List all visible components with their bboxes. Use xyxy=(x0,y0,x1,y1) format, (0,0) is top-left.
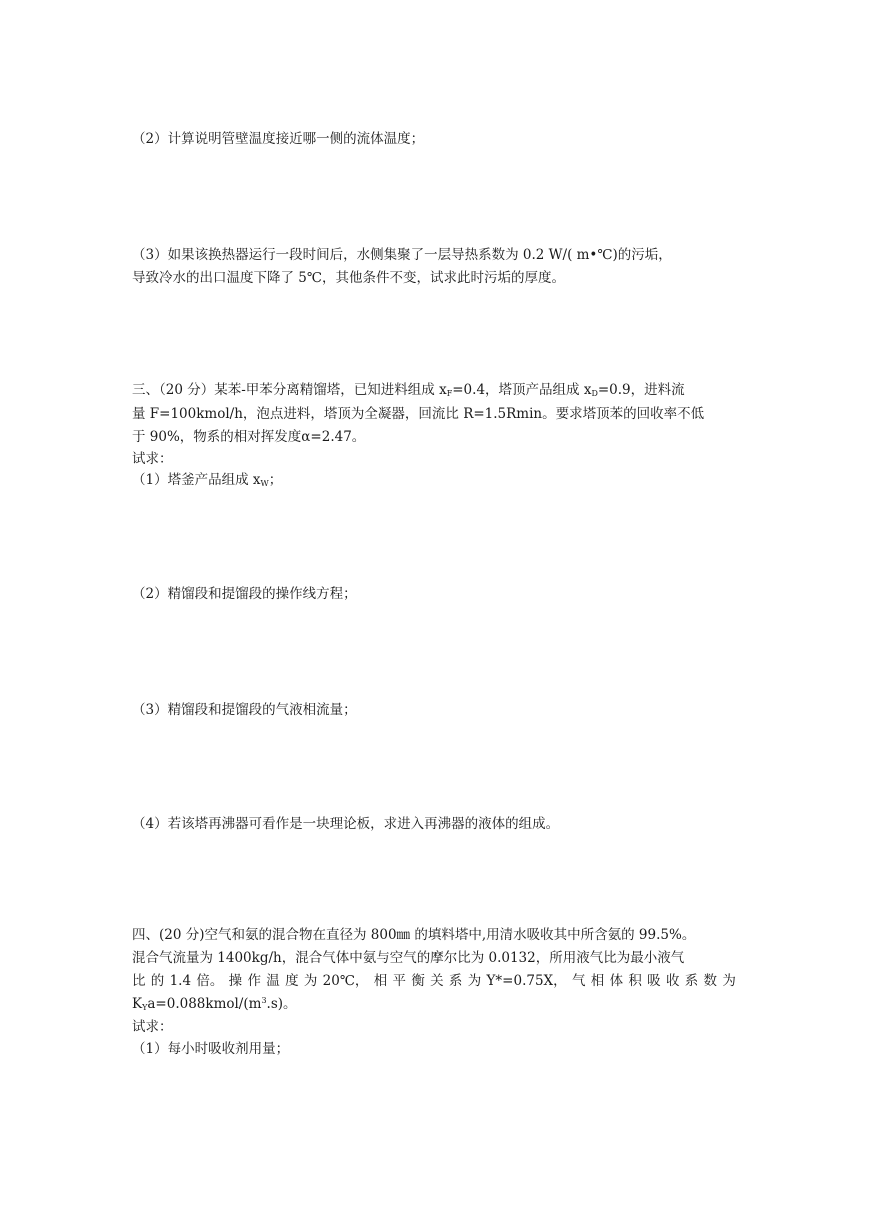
q4-line3-word: 关 xyxy=(430,973,444,989)
q2-sub2: （2）计算说明管壁温度接近哪一侧的流体温度； xyxy=(132,131,425,147)
q4-line3-word: 温 xyxy=(266,973,280,989)
q4-line4: $K_Ya=0.088kmol/(m^3.s)$。 xyxy=(132,996,297,1012)
q4-line3-word: 积 xyxy=(628,973,642,989)
q4-sub1: （1）每小时吸收剂用量； xyxy=(132,1041,290,1057)
q4-line3-word: 作 xyxy=(247,973,261,989)
q4-line3-word: 倍。 xyxy=(196,973,224,989)
q4-line3-word: 吸 xyxy=(647,973,661,989)
q4-line3-word: 为 xyxy=(303,973,318,989)
q2-sub3-line1: （3）如果该换热器运行一段时间后，水侧集聚了一层导热系数为 0.2 W/( m•℃)的污垢， xyxy=(132,247,672,263)
q4-line3-word: 1.4 xyxy=(169,973,192,989)
q3-line1: 三、（20 分）某苯-甲苯分离精馏塔，已知进料组成 $x_F=0.4$，塔顶产品组成 $x_D=0.9$，进料流 xyxy=(132,382,685,398)
q2-sub3-line2: 导致冷水的出口温度下降了 5℃，其他条件不变，试求此时污垢的厚度。 xyxy=(132,270,565,286)
q4-ask: 试求： xyxy=(132,1019,173,1035)
q4-line3-word: 比 xyxy=(132,973,146,989)
q3-line3: 于 90%，物系的相对挥发度α=2.47。 xyxy=(132,429,366,445)
q3-sub2: （2）精馏段和提馏段的操作线方程； xyxy=(132,586,357,602)
q4-line3-word: 收 xyxy=(665,973,680,989)
q4-line3-word: 平 xyxy=(392,973,407,989)
q4-line3-word: 相 xyxy=(590,973,605,989)
q4-line3-word: 衡 xyxy=(411,973,425,989)
q4-line3-word: 系 xyxy=(684,973,699,989)
q4-line3-word: 相 xyxy=(373,973,388,989)
q3-sub1: （1）塔釜产品组成 $x_W$； xyxy=(132,472,283,488)
q4-line3-word: 的 xyxy=(150,973,165,989)
q4-line3-word: 为 xyxy=(722,973,736,989)
q3-sub3: （3）精馏段和提馏段的气液相流量； xyxy=(132,702,357,718)
q4-line3 xyxy=(132,970,736,993)
q4-line3-word: 为 xyxy=(467,973,482,989)
q4-line2: 混合气流量为 1400kg/h，混合气体中氨与空气的摩尔比为 0.0132，所用液气比为最小液气 xyxy=(132,950,685,966)
q3-line2: 量 F=100kmol/h，泡点进料，塔顶为全凝器，回流比 R=1.5Rmin。要求塔顶苯的回收率不低 xyxy=(132,406,705,422)
q4-line3-word: 度 xyxy=(285,973,299,989)
q4-line3-word: 20℃， xyxy=(322,973,369,989)
q4-line3-word: 系 xyxy=(448,973,463,989)
q4-line1: 四、(20 分)空气和氨的混合物在直径为 800㎜ 的填料塔中,用清水吸收其中所含氨的 99.5%。 xyxy=(132,927,696,943)
q4-line3-word: 数 xyxy=(703,973,718,989)
q4-line3-word: Y*=0.75X， xyxy=(486,973,567,989)
q3-sub4: （4）若该塔再沸器可看作是一块理论板，求进入再沸器的液体的组成。 xyxy=(132,816,560,832)
q3-ask: 试求： xyxy=(132,451,173,467)
q4-line3-word: 操 xyxy=(228,973,243,989)
q4-line3-word: 气 xyxy=(571,973,586,989)
q4-line3-word: 体 xyxy=(609,973,624,989)
